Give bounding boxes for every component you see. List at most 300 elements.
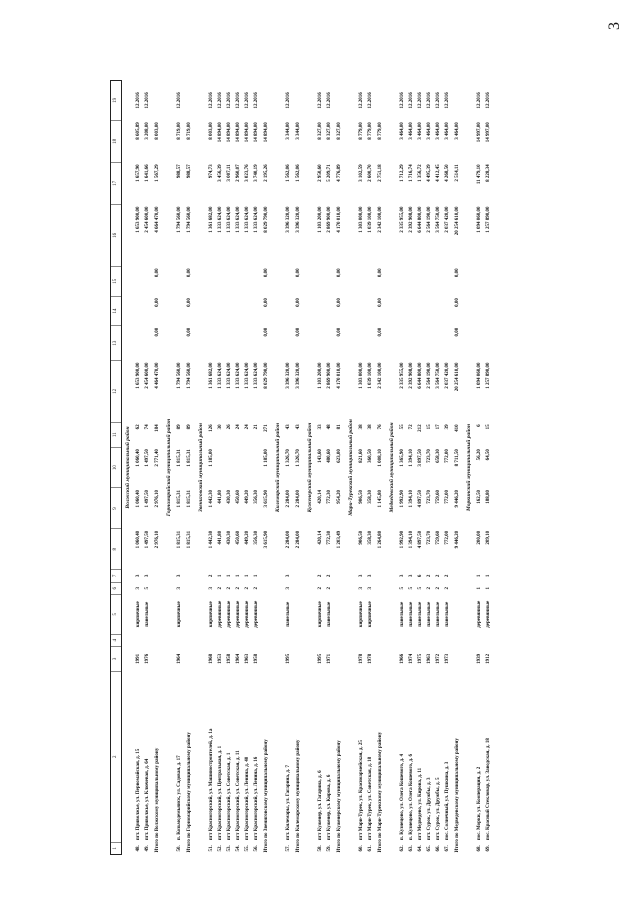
table-cell: 759,60 [435, 490, 441, 504]
table-cell: 2 [444, 587, 450, 590]
total-cell: 2 284,00 [295, 490, 301, 508]
table-cell: 1 712,29 [399, 164, 405, 182]
table-cell: 2 454 600,00 [144, 362, 150, 389]
table-cell: 1972 [435, 653, 441, 664]
section-total-row [152, 81, 163, 855]
table-cell: 2 [426, 587, 432, 590]
table-cell: 3 [285, 574, 291, 578]
table-row [225, 81, 234, 855]
table-cell: 3 [358, 587, 364, 590]
table-cell: 59. [326, 845, 332, 852]
total-cell: 8 003,00 [154, 122, 160, 140]
table-cell: 1 794 560,00 [176, 206, 182, 233]
table-cell: 1939 [476, 653, 482, 664]
table-cell: 12.2016 [399, 92, 405, 109]
table-cell: пгт Куженер, ул. Кирова, д. 6 [326, 774, 332, 841]
table-cell: 1975 [417, 653, 423, 664]
table-cell [316, 634, 325, 646]
table-cell: 67. [444, 845, 450, 852]
table-cell: панельные [408, 601, 414, 627]
section-total-row [452, 81, 463, 855]
table-cell [416, 634, 425, 646]
table-cell: 3 [176, 587, 182, 590]
table-row [357, 81, 366, 855]
table-cell [216, 326, 225, 361]
table-cell: 3 208,00 [144, 122, 150, 140]
table-cell: 1 992,90 [399, 530, 405, 549]
table-cell [143, 326, 152, 361]
table-cell [243, 634, 252, 646]
table-cell: 1 992,90 [399, 490, 405, 508]
table-cell [407, 296, 416, 326]
table-cell [134, 634, 143, 646]
table-cell: 1 303 000,00 [358, 362, 364, 389]
table-cell: пос. Солнечный, ул. Пушкина, д. 3 [444, 761, 450, 841]
table-cell: 162,50 [476, 490, 482, 504]
table-cell: 6 [417, 574, 423, 578]
table-cell: 1 497,50 [144, 449, 150, 467]
table-cell: 2 [426, 574, 432, 578]
table-cell: 1 [226, 574, 232, 578]
table-cell: 3 564 750,00 [435, 206, 441, 233]
table-cell: 3 396 320,00 [285, 362, 291, 389]
table-row [443, 81, 452, 855]
table-cell: 1 641,66 [144, 164, 150, 182]
table-cell: 12.2016 [176, 92, 182, 109]
table-cell: 2 [317, 587, 323, 590]
table-cell: 66. [435, 845, 441, 852]
table-cell [484, 634, 493, 646]
table-cell: 1 333 624,00 [244, 206, 250, 233]
table-cell [316, 296, 325, 326]
table-cell: 48 [326, 424, 332, 430]
table-cell: 15 [485, 424, 491, 430]
table-cell: 2 [244, 587, 250, 590]
table-cell: 1 039 100,00 [367, 362, 373, 389]
total-cell: 2 284,00 [295, 530, 301, 549]
table-cell: 12.2016 [358, 92, 364, 109]
table-cell: 21 [253, 424, 259, 430]
section-total-row [261, 81, 272, 855]
table-cell: 3 464,00 [444, 122, 450, 140]
table-cell: 55 [399, 424, 405, 430]
table-cell [234, 266, 243, 296]
table-cell: 1 [253, 574, 259, 578]
table-cell: 1 [235, 574, 241, 578]
table-cell: 1 257 890,00 [485, 206, 491, 233]
total-cell: 2 342 100,00 [377, 362, 383, 389]
column-number-7: 7 [111, 570, 122, 582]
table-cell: 2 454 600,00 [144, 206, 150, 233]
table-cell [225, 447, 234, 488]
column-number-1: 1 [111, 842, 122, 854]
table-cell: 69. [485, 845, 491, 852]
table-cell [484, 296, 493, 326]
table-cell [325, 326, 334, 361]
total-cell: 0,00 [263, 298, 269, 307]
table-cell: 1958 [226, 653, 232, 664]
table-row [284, 81, 293, 855]
table-cell: 8 228,34 [485, 164, 491, 182]
table-cell: 33 [317, 424, 323, 430]
table-cell: 24 [235, 424, 241, 430]
table-cell: 1 [485, 587, 491, 590]
table-cell: деревянные [244, 600, 250, 628]
table-cell: пгт Мари-Турек, ул. Красноармейская, д. 25 [358, 740, 364, 841]
table-cell: 1 [217, 574, 223, 578]
section-heading-row [122, 81, 135, 855]
table-cell: 188,80 [485, 490, 491, 504]
table-cell: 51. [208, 845, 214, 852]
table-cell: пгт. Сурок, ул. Дружбы, д. 5 [435, 777, 441, 841]
total-cell: 8 779,00 [377, 122, 383, 140]
housing-repair-table [110, 80, 493, 855]
table-cell [243, 326, 252, 361]
total-cell: 623,00 [336, 449, 342, 463]
table-cell: 658,30 [435, 449, 441, 463]
table-row [484, 81, 493, 855]
total-cell: 4 170 010,00 [336, 206, 342, 233]
table-cell: пгт Мари-Турек, ул. Советская, д. 18 [367, 756, 373, 841]
table-cell: 449,20 [244, 490, 250, 504]
table-cell [325, 634, 334, 646]
table-cell: 3 396 320,00 [285, 206, 291, 233]
table-cell: 15 [426, 424, 432, 430]
column-number-8: 8 [111, 529, 122, 570]
total-cell: 3 615,90 [263, 490, 269, 508]
table-cell [207, 634, 216, 646]
table-cell: 358,30 [367, 490, 373, 504]
table-cell: 1958 [253, 653, 259, 664]
section-title: Звениговский муниципальный район [197, 423, 204, 512]
table-cell: 60. [358, 845, 364, 852]
section-heading-row [195, 81, 207, 855]
table-cell: 974,73 [208, 164, 214, 179]
total-cell: 2 976,10 [154, 490, 160, 508]
table-cell: 1 333 624,00 [235, 362, 241, 389]
table-cell [234, 634, 243, 646]
table-cell: 1991 [135, 653, 141, 664]
table-cell: 72 [408, 424, 414, 430]
table-cell [434, 296, 443, 326]
page-number: 3 [606, 22, 623, 30]
table-cell [425, 296, 434, 326]
table-cell: 1912 [485, 653, 491, 664]
table-cell: 2 960,07 [235, 164, 241, 182]
table-cell: 38 [358, 424, 364, 430]
table-cell: 1 497,50 [144, 530, 150, 549]
total-cell: 184 [154, 424, 160, 432]
table-cell: 52. [217, 845, 223, 852]
table-cell: 441,80 [217, 530, 223, 545]
table-cell: 2 284,00 [285, 490, 291, 508]
table-cell: деревянные [226, 600, 232, 628]
table-cell [316, 326, 325, 361]
total-cell: 988,57 [186, 164, 192, 179]
table-cell: пгт Красногорский, ул. Советская, д. 11 [235, 750, 241, 841]
table-cell [134, 266, 143, 296]
table-cell: панельные [426, 601, 432, 627]
table-cell: 48. [135, 845, 141, 852]
table-cell: 450,60 [235, 530, 241, 545]
table-cell: 56,20 [476, 449, 482, 461]
table-cell: 12.2016 [226, 92, 232, 109]
table-cell: 26 [226, 424, 232, 430]
total-cell: 1 185,00 [263, 449, 269, 467]
table-cell: 1978 [367, 653, 373, 664]
table-cell: пгт Красногорский, ул. Ленина, д. 16 [253, 756, 259, 841]
table-cell: 11 479,10 [476, 164, 482, 185]
table-cell: 1995 [317, 653, 323, 664]
table-cell: 2 [326, 587, 332, 590]
table-cell [443, 296, 452, 326]
table-cell: 62. [399, 845, 405, 852]
table-cell: 6 644 800,00 [417, 362, 423, 389]
table-cell [134, 296, 143, 326]
table-cell [216, 634, 225, 646]
table-cell: 4 495,39 [426, 164, 432, 182]
total-cell: 0,00 [454, 327, 460, 337]
column-number-3: 3 [111, 646, 122, 671]
table-cell [398, 634, 407, 646]
table-cell: 1 094 060,00 [476, 206, 482, 233]
column-number-9: 9 [111, 488, 122, 529]
table-cell: 2 [317, 574, 323, 578]
table-row [243, 81, 252, 855]
table-cell: 2 335 955,00 [399, 362, 405, 389]
table-cell [175, 326, 184, 361]
table-cell: пгт Красногорский, ул. Советская, д. 1 [226, 752, 232, 841]
total-cell: 0,00 [336, 327, 342, 337]
table-cell [416, 326, 425, 361]
total-cell: 8 711,50 [454, 449, 460, 467]
table-row [175, 81, 184, 855]
table-row [252, 81, 261, 855]
table-row [316, 81, 325, 855]
table-cell: 1 333 624,00 [217, 206, 223, 233]
table-cell: 1974 [408, 653, 414, 664]
total-cell: 89 [186, 424, 192, 430]
table-row [216, 81, 225, 855]
total-cell: 3 396 320,00 [295, 206, 301, 233]
table-cell [407, 326, 416, 361]
column-number-19: 19 [111, 81, 122, 121]
total-cell: 4 664 470,00 [154, 206, 160, 233]
table-cell [207, 296, 216, 326]
section-title: Моркинский муниципальный район [465, 423, 472, 512]
table-cell [216, 296, 225, 326]
table-cell: 2 869 900,00 [326, 206, 332, 233]
table-cell [443, 634, 452, 646]
table-cell [366, 266, 375, 296]
table-cell: 1 333 624,00 [244, 362, 250, 389]
table-cell: 360,50 [367, 449, 373, 463]
table-cell: 3 [399, 574, 405, 578]
table-cell: 8 327,00 [317, 122, 323, 140]
total-cell: 1 203,49 [336, 530, 342, 549]
table-cell: 1 303 000,00 [358, 206, 364, 233]
table-cell: 6 644 800,00 [417, 206, 423, 233]
total-cell: 76 [377, 424, 383, 430]
total-cell: 1 145,80 [377, 490, 383, 508]
column-number-13: 13 [111, 326, 122, 361]
table-cell: 1 657,90 [135, 164, 141, 182]
table-cell: 2 037 420,00 [444, 362, 450, 389]
table-cell: 772,00 [444, 530, 450, 545]
table-cell [416, 266, 425, 296]
table-cell: 8 605,89 [135, 122, 141, 140]
table-cell [316, 266, 325, 296]
table-cell: 30 [217, 424, 223, 430]
table-cell: пос. Красный Стекловар, ул. Заводская, д. 18 [485, 738, 491, 841]
table-cell: пос. Морки, ул. Кооперации, д. 2 [476, 766, 482, 841]
table-cell: 3 [408, 574, 414, 578]
table-cell: 63. [408, 845, 414, 852]
table-cell: пгт Красногорский, ул. Ленина, д. 40 [244, 756, 250, 841]
table-cell: 64. [417, 845, 423, 852]
table-cell [366, 634, 375, 646]
table-cell: 4 897,50 [417, 490, 423, 508]
table-cell: пгт Медведево, ул. Кирова, д. 11 [417, 767, 423, 841]
table-cell: пгт. Приволжье, ул. Ключевая, д. 64 [144, 758, 150, 841]
table-cell: 1963 [426, 653, 432, 664]
table-cell: 430,30 [226, 530, 232, 545]
total-cell: 0,00 [263, 268, 269, 278]
table-cell: 1 326,70 [285, 449, 291, 467]
total-cell: 0,00 [186, 327, 192, 337]
total-cell [375, 81, 386, 121]
table-cell: 1 356,72 [417, 164, 423, 182]
total-cell [452, 81, 463, 121]
table-cell: 65. [426, 845, 432, 852]
total-cell: 1 567,29 [154, 164, 160, 182]
table-cell [475, 326, 484, 361]
table-cell: 12.2016 [326, 92, 332, 109]
table-cell [425, 266, 434, 296]
table-cell: 3 [135, 587, 141, 590]
table-cell: 450,60 [235, 490, 241, 504]
table-cell: 64,50 [485, 449, 491, 461]
table-cell [143, 296, 152, 326]
section-heading-row [272, 81, 284, 855]
table-cell [216, 266, 225, 296]
table-cell: 356,30 [253, 490, 259, 504]
table-cell: пгт Красногорский, ул. Машиностроителей, д. 1а [208, 728, 214, 841]
table-cell: 1 442,30 [208, 530, 214, 549]
table-cell [234, 326, 243, 361]
total-cell: 1 815,31 [186, 449, 192, 467]
table-cell: 1 562,06 [285, 164, 291, 182]
total-cell: 2 195,26 [263, 164, 269, 182]
table-cell: 2 564 190,00 [426, 362, 432, 389]
table-cell: п. Козьмодемьянск, ул. Садовая, д. 17 [176, 755, 182, 841]
table-cell: 3 [285, 587, 291, 590]
table-cell: 1 333 624,00 [235, 206, 241, 233]
table-cell: 420,14 [317, 490, 323, 504]
table-cell: 12.2016 [485, 92, 491, 109]
table-cell: 38 [367, 424, 373, 430]
table-row [207, 81, 216, 855]
total-cell: 1 794 560,00 [186, 362, 192, 389]
table-cell: пгт. Килемары, ул. Гагарина, д. 7 [285, 765, 291, 841]
table-cell: 3 [367, 574, 373, 578]
table-cell: 1 060,40 [135, 449, 141, 467]
column-number-16: 16 [111, 204, 122, 266]
section-title: Куженерский муниципальный район [306, 422, 313, 513]
table-cell: 74 [144, 424, 150, 430]
table-cell: 5 [144, 587, 150, 590]
table-cell [357, 266, 366, 296]
table-row [366, 81, 375, 855]
table-cell: 1 103 200,00 [317, 362, 323, 389]
total-cell: 4 464 470,00 [154, 362, 160, 389]
table-cell [284, 326, 293, 361]
total-cell: 0,00 [336, 298, 342, 307]
table-cell: 12.2016 [435, 92, 441, 109]
section-total-row [184, 81, 195, 855]
total-label: Итого по Волжскому муниципальному району [154, 747, 160, 853]
total-cell: 2 342 100,00 [377, 206, 383, 233]
table-cell: 209,10 [485, 530, 491, 545]
table-cell [398, 326, 407, 361]
table-cell: 1 333 624,00 [226, 206, 232, 233]
table-cell: 3 897,50 [417, 449, 423, 467]
total-cell: 43 [295, 424, 301, 430]
table-row [407, 81, 416, 855]
table-cell: 1 653 900,00 [135, 362, 141, 389]
table-cell: 1973 [444, 653, 450, 664]
total-cell: 20 254 610,00 [454, 362, 460, 392]
table-cell: 14 997,00 [476, 122, 482, 143]
table-cell: 2 [435, 574, 441, 578]
table-cell: 1 361 682,00 [208, 362, 214, 389]
table-cell: 449,20 [244, 530, 250, 545]
table-cell: 2 [444, 574, 450, 578]
table-cell [475, 296, 484, 326]
table-cell: 3 464,00 [426, 122, 432, 140]
table-cell: 821,60 [358, 449, 364, 463]
table-cell: 8 779,00 [358, 122, 364, 140]
table-cell: 3 464,00 [399, 122, 405, 140]
total-cell: 0,00 [186, 298, 192, 307]
table-cell: 2 037 420,00 [444, 206, 450, 233]
table-cell: 430,30 [226, 490, 232, 504]
table-cell: панельные [326, 601, 332, 627]
table-cell: 5 209,71 [326, 164, 332, 182]
table-cell: 2 869 900,00 [326, 362, 332, 389]
table-cell [425, 326, 434, 361]
section-heading-row [304, 81, 316, 855]
table-cell: 6 [476, 424, 482, 427]
table-cell: деревянные [485, 600, 491, 628]
total-cell: 0,00 [295, 327, 301, 337]
section-heading-row [345, 81, 357, 855]
table-row [134, 81, 143, 855]
total-cell: 0,00 [154, 327, 160, 337]
table-cell: 5 [408, 587, 414, 590]
table-cell: кирпичные [176, 601, 182, 628]
table-cell: 3 456,39 [217, 164, 223, 182]
table-cell: панельные [444, 601, 450, 627]
table-cell [398, 296, 407, 326]
total-cell: 0,00 [154, 298, 160, 307]
table-cell: 1 333 624,00 [253, 362, 259, 389]
table-cell [407, 266, 416, 296]
table-cell [207, 326, 216, 361]
table-cell: 62 [135, 424, 141, 430]
column-number-11: 11 [111, 422, 122, 447]
table-cell: 3 464,00 [435, 122, 441, 140]
